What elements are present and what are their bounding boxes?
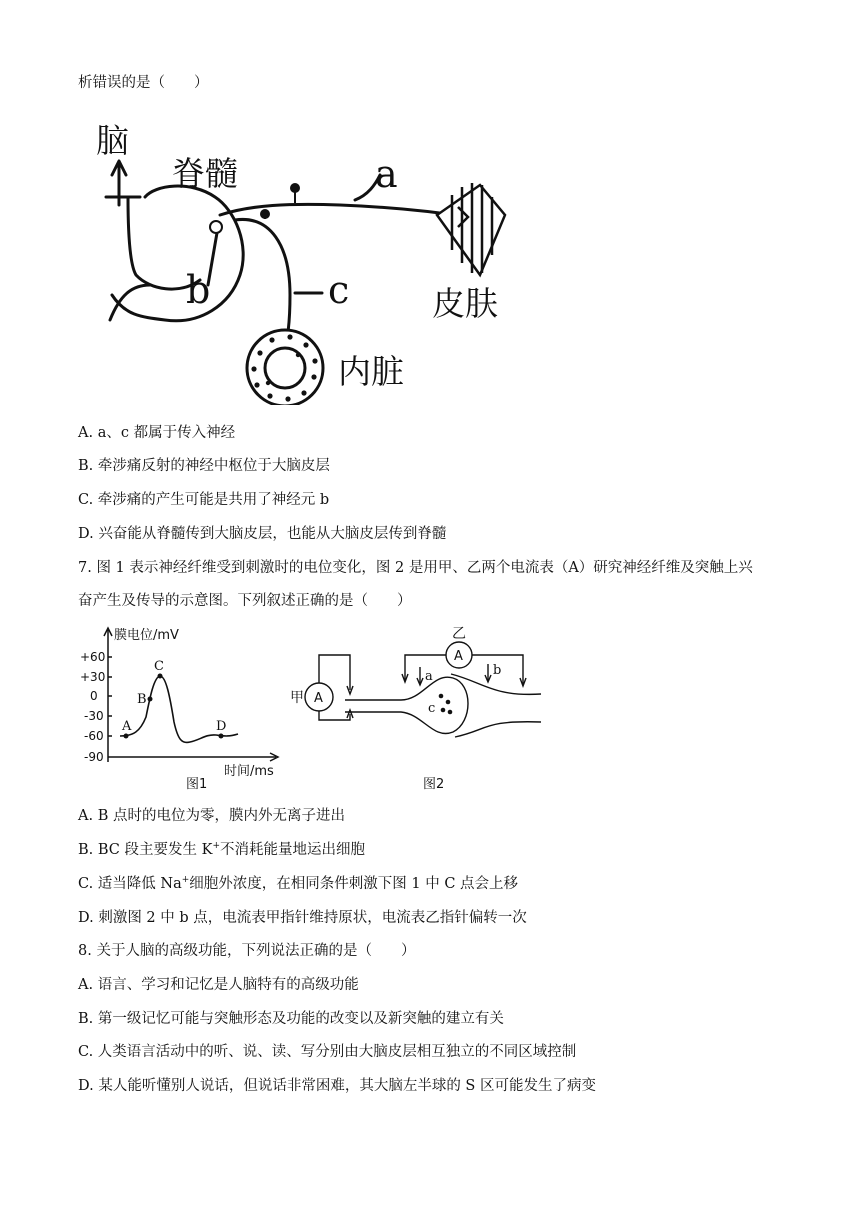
q7-option-b-suffix: 不消耗能量地运出细胞 bbox=[220, 842, 365, 858]
point-a bbox=[124, 734, 129, 739]
label-nerve-a: a bbox=[375, 152, 398, 196]
q8-option-d: D. 某人能听懂别人说话，但说话非常困难，其大脑左半球的 S 区可能发生了病变 bbox=[78, 1078, 596, 1094]
q8-option-c: C. 人类语言活动中的听、说、读、写分别由大脑皮层相互独立的不同区域控制 bbox=[78, 1044, 577, 1060]
q7-stem-line1: 7. 图 1 表示神经纤维受到刺激时的电位变化，图 2 是用甲、乙两个电流表（A）研究神经纤维及突触上兴 bbox=[78, 560, 753, 576]
q7-option-a bbox=[78, 806, 345, 826]
label-point-d: D bbox=[216, 719, 227, 734]
label-spinal-cord: 脊髓 bbox=[172, 154, 238, 193]
meter-jia-symbol: A bbox=[314, 691, 323, 706]
q8-option-a: A. 语言、学习和记忆是人脑特有的高级功能 bbox=[78, 977, 359, 993]
ytick-neg30: -30 bbox=[84, 709, 104, 723]
q6-reflex-diagram bbox=[90, 115, 530, 405]
q6-option-d: D. 兴奋能从脊髓传到大脑皮层，也能从大脑皮层传到脊髓 bbox=[78, 526, 447, 542]
q8-stem: 8. 关于人脑的高级功能，下列说法正确的是（ ） bbox=[78, 943, 416, 959]
label-brain: 脑 bbox=[96, 121, 129, 160]
q7-option-c bbox=[78, 874, 518, 894]
ytick-60: +60 bbox=[80, 650, 106, 664]
q7-figure1-action-potential bbox=[78, 622, 288, 792]
q6-option-b: B. 牵涉痛反射的神经中枢位于大脑皮层 bbox=[78, 458, 330, 474]
q7-option-c-suffix: 细胞外浓度，在相同条件刺激下图 1 中 C 点会上移 bbox=[189, 876, 519, 892]
ytick-neg90: -90 bbox=[84, 750, 104, 764]
ytick-30: +30 bbox=[80, 670, 106, 684]
ytick-0: 0 bbox=[90, 689, 98, 703]
label-point-a2: a bbox=[425, 669, 433, 684]
label-point-c2: c bbox=[428, 701, 436, 716]
fig1-caption: 图1 bbox=[186, 777, 208, 792]
point-b bbox=[148, 697, 153, 702]
meter-yi-symbol: A bbox=[454, 649, 463, 664]
point-c bbox=[158, 674, 163, 679]
q7-option-d-text: D. 刺激图 2 中 b 点，电流表甲指针维持原状，电流表乙指针偏转一次 bbox=[78, 910, 527, 926]
fig2-caption: 图2 bbox=[423, 777, 445, 792]
q6-option-a: A. a、c 都属于传入神经 bbox=[78, 425, 236, 441]
label-nerve-c: c bbox=[328, 268, 350, 312]
q6-intro: 析错误的是（ ） bbox=[78, 75, 209, 91]
label-neuron-b: b bbox=[186, 268, 211, 312]
q8-option-b: B. 第一级记忆可能与突触形态及功能的改变以及新突触的建立有关 bbox=[78, 1011, 504, 1027]
skin-receptor bbox=[437, 183, 505, 275]
q6-option-c: C. 牵涉痛的产生可能是共用了神经元 b bbox=[78, 492, 330, 508]
q7-figure2-synapse-meters bbox=[283, 622, 553, 792]
q7-option-b-text: B. BC 段主要发生 K bbox=[78, 842, 213, 858]
q7-stem-line2: 奋产生及传导的示意图。下列叙述正确的是（ ） bbox=[78, 593, 412, 609]
label-point-b2: b bbox=[493, 663, 502, 678]
fig1-ylabel: 膜电位/mV bbox=[114, 628, 179, 643]
label-point-b: B bbox=[137, 692, 147, 707]
q7-option-c-text: C. 适当降低 Na bbox=[78, 876, 182, 892]
label-point-a: A bbox=[122, 719, 132, 734]
viscera-organ bbox=[247, 330, 323, 405]
fig1-xlabel: 时间/ms bbox=[224, 764, 274, 779]
q7-option-a-text: A. B 点时的电位为零，膜内外无离子进出 bbox=[78, 808, 345, 824]
q7-option-b-sup: + bbox=[212, 841, 220, 852]
label-meter-yi: 乙 bbox=[452, 626, 466, 642]
point-d bbox=[219, 734, 224, 739]
q7-option-b bbox=[78, 840, 365, 860]
label-meter-jia: 甲 bbox=[290, 690, 304, 706]
label-skin: 皮肤 bbox=[432, 284, 498, 323]
q7-option-d bbox=[78, 908, 527, 928]
label-viscera: 内脏 bbox=[338, 352, 404, 391]
q7-option-c-sup: + bbox=[181, 875, 190, 886]
label-point-c: C bbox=[154, 659, 164, 674]
nerve-a bbox=[220, 204, 468, 217]
ytick-neg60: -60 bbox=[84, 729, 104, 743]
